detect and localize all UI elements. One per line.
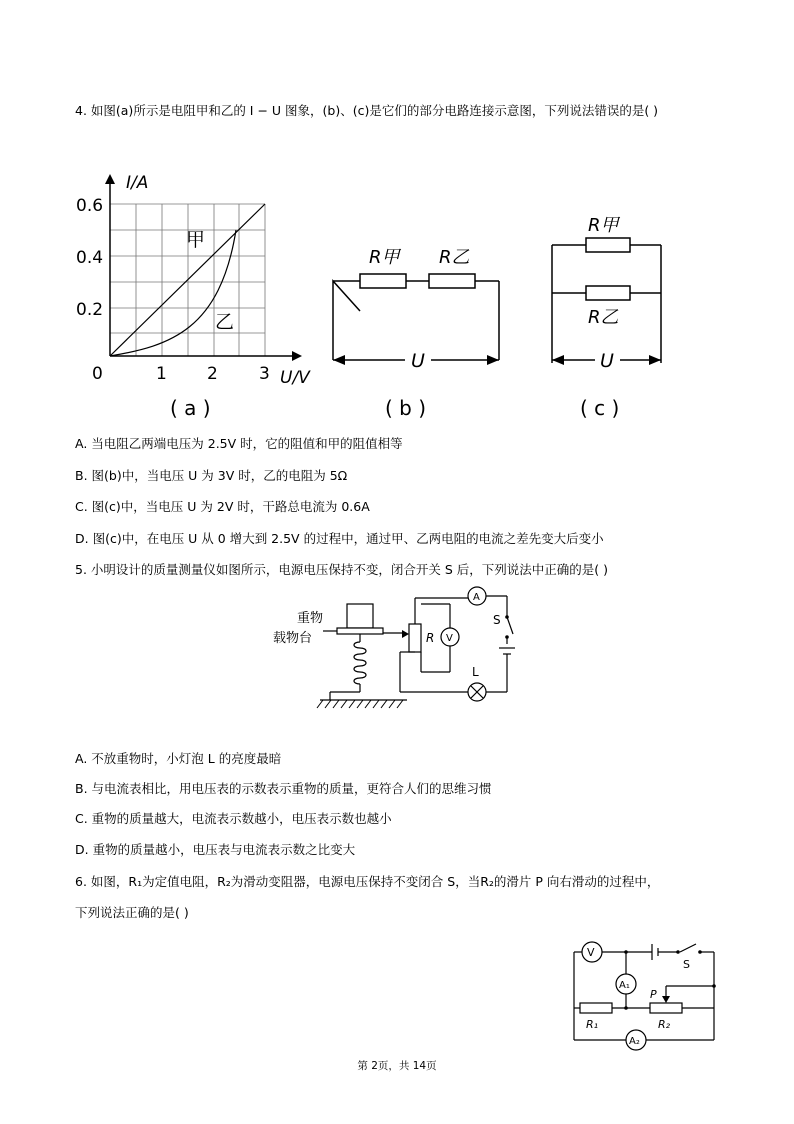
label-v: V (446, 633, 453, 644)
label-r2: R₂ (658, 1018, 671, 1031)
label-l: L (472, 665, 479, 679)
resistor-yi (586, 286, 630, 300)
label-u: U (411, 350, 425, 372)
label-r-yi: R乙 (439, 247, 470, 268)
caption-b: ( b ) (385, 396, 427, 420)
q4-stem: 4. 如图(a)所示是电阻甲和乙的 I − U 图象，(b)、(c)是它们的部分电路连接示意图，下列说法错误的是( ) (75, 103, 659, 118)
q4-figure-a-graph (70, 170, 330, 420)
q6-stem-line1: 6. 如图，R₁为定值电阻，R₂为滑动变阻器，电源电压保持不变闭合 S，当R₂的滑片 P 向右滑动的过程中， (75, 874, 660, 889)
ytick-0.4: 0.4 (76, 248, 104, 268)
q4-option-d: D. 图(c)中，在电压 U 从 0 增大到 2.5V 的过程中，通过甲、乙两电阻的电流之差先变大后变小 (75, 531, 604, 546)
q6-stem-line2: 下列说法正确的是( ) (75, 905, 189, 920)
q5-figure-mass-meter (265, 582, 525, 717)
x-axis-label: U/V (280, 368, 310, 388)
label-a1: A₁ (619, 980, 630, 991)
label-r-yi: R乙 (588, 307, 619, 328)
platform (337, 628, 383, 634)
xtick-3: 3 (259, 364, 270, 384)
q5-option-b: B. 与电流表相比，用电压表的示数表示重物的质量，更符合人们的思维习惯 (75, 781, 492, 796)
weight-block (347, 604, 373, 628)
q4-figure-b-series (325, 235, 515, 425)
label-a: A (473, 592, 480, 603)
slide-resistor-r (409, 624, 421, 652)
y-axis-arrow (105, 174, 115, 184)
xtick-1: 1 (156, 364, 167, 384)
xtick-2: 2 (207, 364, 218, 384)
resistor-r1 (580, 1003, 612, 1013)
label-r: R (426, 631, 435, 645)
label-a2: A₂ (629, 1036, 640, 1047)
resistor-jia (360, 274, 406, 288)
label-v: V (587, 946, 595, 959)
q5-option-c: C. 重物的质量越大，电流表示数越小，电压表示数也越小 (75, 811, 392, 826)
q6-figure-circuit (560, 930, 730, 1055)
resistor-r2 (650, 1003, 682, 1013)
label-platform: 载物台 (273, 631, 313, 646)
q5-stem: 5. 小明设计的质量测量仪如图所示，电源电压保持不变，闭合开关 S 后，下列说法中正确的是( ) (75, 562, 609, 577)
caption-c: ( c ) (580, 396, 620, 420)
x-axis-arrow (292, 351, 302, 361)
q4-figure-c-parallel (540, 205, 680, 425)
label-jia: 甲 (186, 229, 206, 251)
q4-option-a: A. 当电阻乙两端电压为 2.5V 时，它的阻值和甲的阻值相等 (75, 436, 403, 451)
q5-option-a: A. 不放重物时，小灯泡 L 的亮度最暗 (75, 751, 282, 766)
y-axis-label: I/A (126, 173, 149, 193)
label-r1: R₁ (586, 1018, 599, 1031)
q4-option-b: B. 图(b)中，当电压 U 为 3V 时，乙的电阻为 5Ω (75, 468, 348, 483)
ytick-0.6: 0.6 (76, 196, 104, 216)
xtick-0: 0 (92, 364, 103, 384)
q4-option-c: C. 图(c)中，当电压 U 为 2V 时，干路总电流为 0.6A (75, 499, 370, 514)
label-yi: 乙 (215, 311, 235, 333)
label-r-jia: R甲 (369, 247, 400, 268)
resistor-jia (586, 238, 630, 252)
page-footer: 第 2页，共 14页 (357, 1060, 437, 1072)
resistor-yi (429, 274, 475, 288)
label-weight: 重物 (297, 611, 324, 626)
label-s: S (493, 613, 501, 627)
caption-a: ( a ) (170, 396, 211, 420)
label-r-jia: R甲 (588, 215, 619, 236)
label-p: P (650, 988, 657, 1001)
q5-option-d: D. 重物的质量越小，电压表与电流表示数之比变大 (75, 842, 356, 857)
ytick-0.2: 0.2 (76, 300, 104, 320)
label-s: S (683, 958, 690, 971)
label-u: U (600, 350, 614, 372)
